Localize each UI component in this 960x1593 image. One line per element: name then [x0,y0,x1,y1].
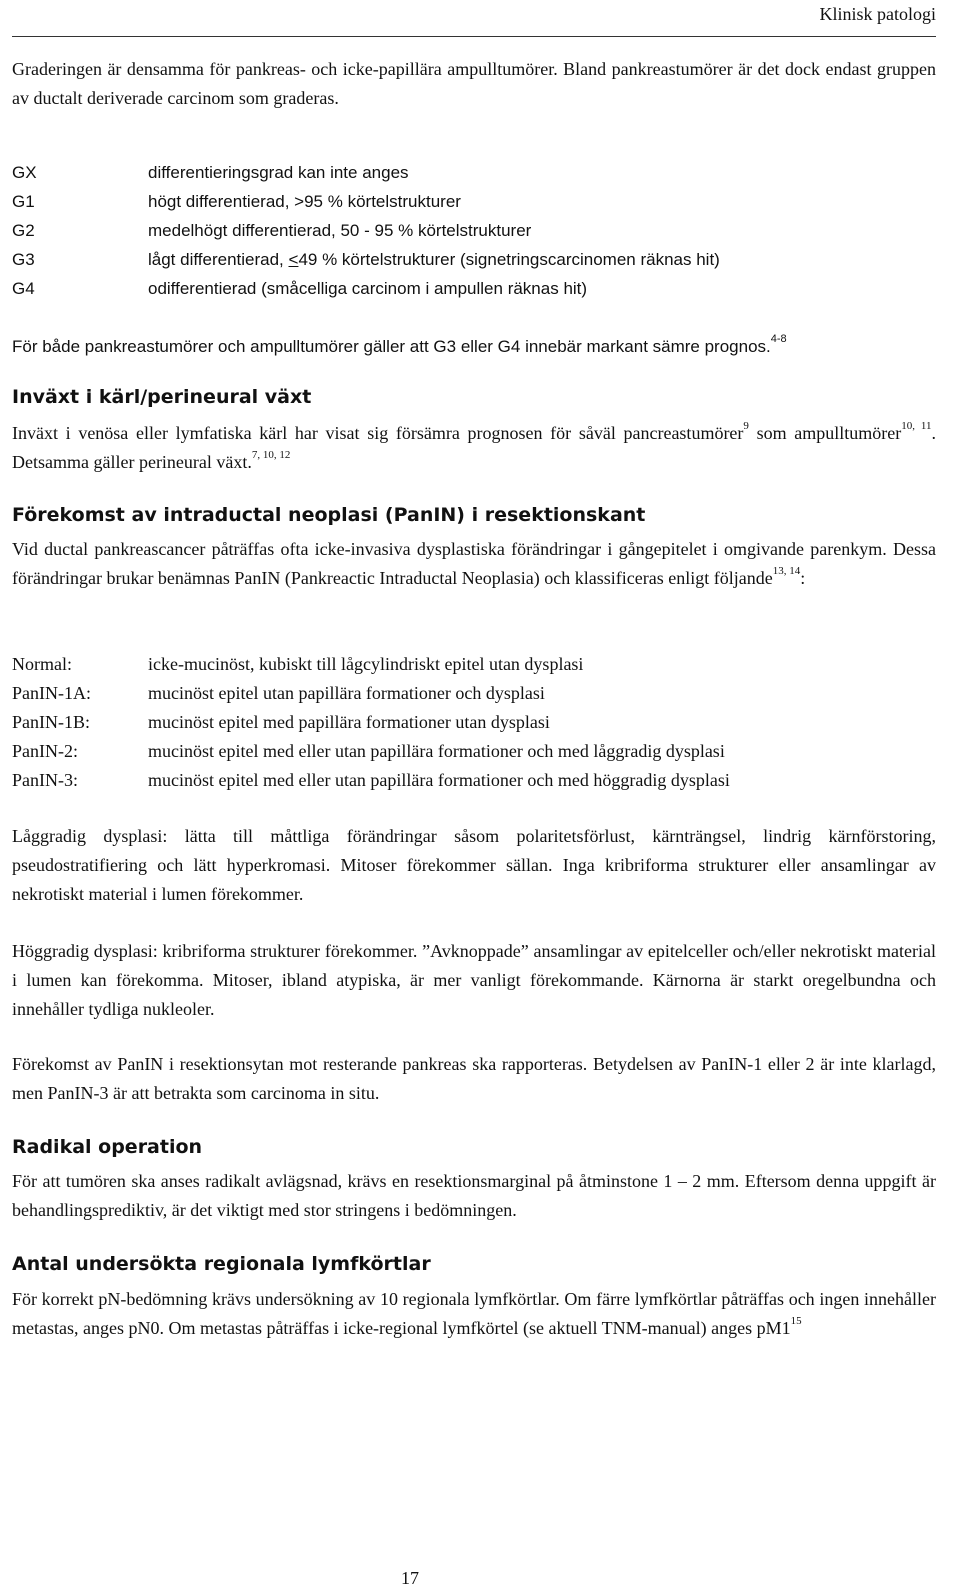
low-grade-paragraph: Låggradig dysplasi: lätta till måttliga förändringar såsom polaritetsförlust, kärnträngsel, lindrig kärnförstoring, pseudostratifiering och lätt hyperkromasi. Mitoser förekommer sällan. Inga kribriforma strukturer eller ansamlingar av nekrotiskt material i lumen förekommer. [12,826,936,904]
grade-desc: medelhögt differentierad, 50 - 95 % körtelstrukturer [148,221,532,240]
invaxt-paragraph [12,419,936,477]
grade-desc: högt differentierad, >95 % körtelstrukturer [148,192,461,211]
invaxt-ref-3: 7, 10, 12 [251,449,291,461]
grade-desc: differentieringsgrad kan inte anges [148,163,409,182]
grade-list [12,158,936,303]
invaxt-ref-2: 10, 11 [901,420,932,432]
prognosis-ref: 4-8 [770,333,787,346]
panin-class-code: Normal: [12,654,72,674]
prognosis-paragraph [12,332,936,361]
grade-row [12,187,936,216]
grade-row [12,216,936,245]
panin-class-desc: mucinöst epitel med papillära formationer utan dysplasi [148,712,550,732]
panin-class-desc: mucinöst epitel med eller utan papillära formationer och med höggradig dysplasi [148,770,730,790]
panin-class-row [12,650,936,679]
panin-ref: 13, 14 [772,565,801,577]
invaxt-text-3: . Detsamma gäller perineural växt. [12,423,936,472]
invaxt-text-2: som ampulltumörer [748,423,902,443]
less-equal-symbol: < [288,250,299,269]
grade-code: G3 [12,250,35,269]
lymf-paragraph [12,1285,936,1343]
invaxt-text-1: Inväxt i venösa eller lymfatiska kärl har visat sig försämra prognosen för såväl pancreastumörer [12,423,744,443]
grade-desc: odifferentierad (småcelliga carcinom i ampullen räknas hit) [148,279,588,298]
grade-desc [148,245,720,274]
grade-row [12,274,936,303]
lymf-text: För korrekt pN-bedömning krävs undersökning av 10 regionala lymfkörtlar. Om färre lymfkörtlar påträffas och ingen innehåller metastas, anges pN0. Om metastas påträffas i icke-regional lymfkörtel (se aktuell TNM-manual) anges pM1 [12,1289,936,1338]
panin-class-code: PanIN-1B: [12,712,90,732]
panin-class-row [12,766,936,795]
grade-row [12,158,936,187]
intro-paragraph: Graderingen är densamma för pankreas- och icke-papillära ampulltumörer. Bland pankreastumörer är det dock endast gruppen av ductalt deriverade carcinom som graderas. [12,59,936,108]
grade-code: G2 [12,221,35,240]
panin-class-row [12,708,936,737]
panin-intro-end: : [800,568,806,588]
panin-class-row [12,679,936,708]
high-grade-paragraph: Höggradig dysplasi: kribriforma strukturer förekommer. ”Avknoppade” ansamlingar av epitelceller och/eller nekrotiskt material i lumen kan förekomma. Mitoser, ibland atypiska, är mer vanligt förekommande. Kärnorna är starkt oregelbundna och innehåller tydliga nukleoler. [12,941,936,1019]
header-title: Klinisk patologi [819,4,936,24]
prognosis-text: För både pankreastumörer och ampulltumörer gäller att G3 eller G4 innebär markant sämre prognos. [12,337,771,356]
panin-class-row [12,737,936,766]
heading-invaxt: Inväxt i kärl/perineural växt [12,386,312,408]
panin-class-code: PanIN-1A: [12,683,91,703]
panin-class-code: PanIN-2: [12,741,78,761]
panin-class-list [12,650,936,795]
heading-lymf: Antal undersökta regionala lymfkörtlar [12,1253,431,1275]
heading-radikal: Radikal operation [12,1136,203,1158]
panin-intro-paragraph [12,535,936,593]
panin-class-code: PanIN-3: [12,770,78,790]
panin-class-desc: mucinöst epitel med eller utan papillära formationer och med låggradig dysplasi [148,741,725,761]
grade-code: GX [12,163,37,182]
panin-class-desc: icke-mucinöst, kubiskt till lågcylindriskt epitel utan dysplasi [148,654,584,674]
grade-desc-prefix: lågt differentierad, [148,250,289,269]
page-number: 17 [401,1568,419,1588]
panin-class-desc: mucinöst epitel utan papillära formationer och dysplasi [148,683,545,703]
lymf-ref: 15 [790,1315,802,1327]
grade-row [12,245,936,274]
grade-code: G4 [12,279,35,298]
grade-desc-rest: 49 % körtelstrukturer (signetringscarcinomen räknas hit) [298,250,720,269]
panin-intro-text: Vid ductal pankreascancer påträffas ofta icke-invasiva dysplastiska förändringar i gångepitelet i omgivande parenkym. Dessa förändringar brukar benämnas PanIN (Pankreactic Intraductal Neoplasia) och klassificeras enligt följande [12,539,936,588]
grade-code: G1 [12,192,35,211]
heading-panin: Förekomst av intraductal neoplasi (PanIN) i resektionskant [12,504,646,526]
invaxt-ref-1: 9 [743,420,749,432]
panin-report-paragraph: Förekomst av PanIN i resektionsytan mot resterande pankreas ska rapporteras. Betydelsen av PanIN-1 eller 2 är inte klarlagd, men PanIN-3 är att betrakta som carcinoma in situ. [12,1054,936,1103]
page-header [12,0,936,37]
radikal-paragraph: För att tumören ska anses radikalt avlägsnad, krävs en resektionsmarginal på åtminstone 1 – 2 mm. Eftersom denna uppgift är behandlingsprediktiv, är det viktigt med stor stringens i bedömningen. [12,1171,936,1220]
